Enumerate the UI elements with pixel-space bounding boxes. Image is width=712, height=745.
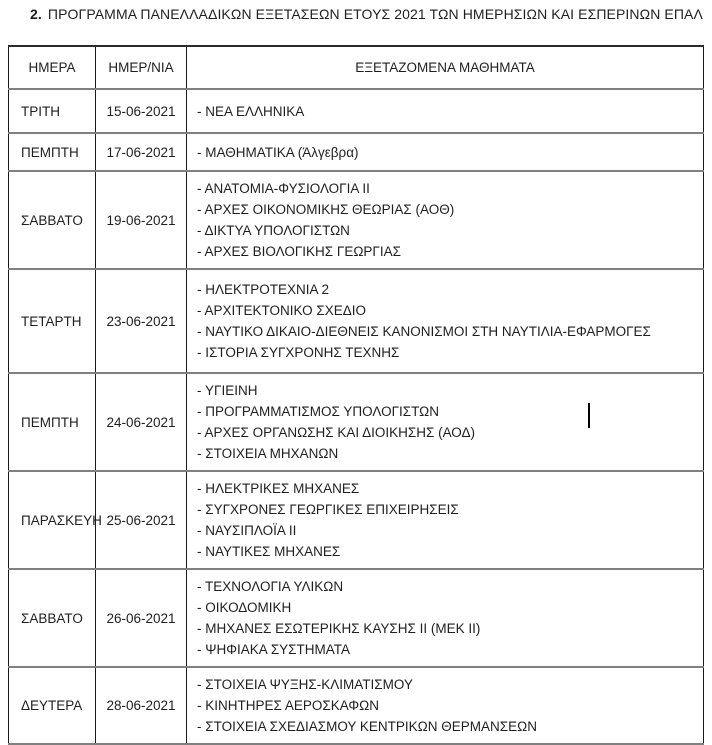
day-cell: ΠΑΡΑΣΚΕΥΗ (9, 471, 96, 569)
subject-line: - ΣΤΟΙΧΕΙΑ ΨΥΞΗΣ-ΚΛΙΜΑΤΙΣΜΟΥ (197, 677, 413, 692)
day-cell: ΠΕΜΠΤΗ (9, 373, 96, 471)
subject-line: - ΟΙΚΟΔΟΜΙΚΗ (197, 600, 292, 615)
page-title-number: 2. (30, 6, 42, 22)
subject-line: - ΣΥΓΧΡΟΝΕΣ ΓΕΩΡΓΙΚΕΣ ΕΠΙΧΕΙΡΗΣΕΙΣ (197, 502, 459, 517)
subject-line: - ΑΡΧΕΣ ΒΙΟΛΟΓΙΚΗΣ ΓΕΩΡΓΙΑΣ (197, 244, 401, 259)
table-row (9, 373, 704, 471)
column-header-subjects: ΕΞΕΤΑΖΟΜΕΝΑ ΜΑΘΗΜΑΤΑ (187, 46, 704, 89)
text-cursor (588, 403, 590, 428)
subject-line: - ΝΑΥΣΙΠΛΟΪΑ II (197, 523, 297, 538)
date-cell: 25-06-2021 (96, 471, 187, 569)
table-header-row (9, 46, 704, 89)
subject-line: - ΝΕΑ ΕΛΛΗΝΙΚΑ (197, 103, 305, 119)
subject-line: - ΗΛΕΚΤΡΟΤΕΧΝΙΑ 2 (197, 282, 330, 297)
subject-line: - ΝΑΥΤΙΚΕΣ ΜΗΧΑΝΕΣ (197, 544, 341, 559)
subjects-cell (187, 471, 704, 569)
table-row (9, 471, 704, 569)
subject-line: - ΑΝΑΤΟΜΙΑ-ΦΥΣΙΟΛΟΓΙΑ II (197, 181, 370, 196)
subjects-cell (187, 171, 704, 269)
subject-line: - ΜΗΧΑΝΕΣ ΕΣΩΤΕΡΙΚΗΣ ΚΑΥΣΗΣ II (ΜΕΚ II) (197, 621, 481, 636)
date-cell: 15-06-2021 (96, 89, 187, 133)
subject-line: - ΣΤΟΙΧΕΙΑ ΜΗΧΑΝΩΝ (197, 446, 339, 461)
table-row (9, 133, 704, 171)
date-cell: 17-06-2021 (96, 133, 187, 171)
subjects-cell (187, 269, 704, 373)
subject-line: - ΨΗΦΙΑΚΑ ΣΥΣΤΗΜΑΤΑ (197, 642, 351, 657)
subject-line: - ΥΓΙΕΙΝΗ (197, 383, 258, 398)
date-cell: 19-06-2021 (96, 171, 187, 269)
subjects-cell (187, 569, 704, 667)
subject-line: - ΑΡΧΕΣ ΟΙΚΟΝΟΜΙΚΗΣ ΘΕΩΡΙΑΣ (ΑΟΘ) (197, 202, 455, 217)
subject-line: - ΚΙΝΗΤΗΡΕΣ ΑΕΡΟΣΚΑΦΩΝ (197, 698, 379, 713)
day-cell: ΠΕΜΠΤΗ (9, 133, 96, 171)
subject-line: - ΑΡΧΙΤΕΚΤΟΝΙΚΟ ΣΧΕΔΙΟ (197, 303, 366, 318)
table-row (9, 89, 704, 133)
page-title-text: ΠΡΟΓΡΑΜΜΑ ΠΑΝΕΛΛΑΔΙΚΩΝ ΕΞΕΤΑΣΕΩΝ ΕΤΟΥΣ 2021 ΤΩΝ ΗΜΕΡΗΣΙΩΝ ΚΑΙ ΕΣΠΕΡΙΝΩΝ ΕΠΑΛ (47, 6, 703, 22)
subject-line: - ΝΑΥΤΙΚΟ ΔΙΚΑΙΟ-ΔΙΕΘΝΕΙΣ ΚΑΝΟΝΙΣΜΟΙ ΣΤΗ ΝΑΥΤΙΛΙΑ-ΕΦΑΡΜΟΓΕΣ (197, 324, 651, 339)
date-cell: 23-06-2021 (96, 269, 187, 373)
subject-line: - ΜΑΘΗΜΑΤΙΚΑ (Άλγεβρα) (197, 144, 359, 160)
table-row (9, 667, 704, 744)
date-cell: 28-06-2021 (96, 667, 187, 744)
page-title (30, 5, 703, 23)
column-header-date: ΗΜΕΡ/ΝΙΑ (96, 46, 187, 89)
date-cell: 26-06-2021 (96, 569, 187, 667)
subject-line: - ΙΣΤΟΡΙΑ ΣΥΓΧΡΟΝΗΣ ΤΕΧΝΗΣ (197, 345, 400, 360)
date-cell: 24-06-2021 (96, 373, 187, 471)
day-cell: ΔΕΥΤΕΡΑ (9, 667, 96, 744)
exam-schedule-table (8, 45, 704, 745)
subject-line: - ΔΙΚΤΥΑ ΥΠΟΛΟΓΙΣΤΩΝ (197, 223, 350, 238)
subject-line: - ΗΛΕΚΤΡΙΚΕΣ ΜΗΧΑΝΕΣ (197, 481, 360, 496)
subject-line: - ΠΡΟΓΡΑΜΜΑΤΙΣΜΟΣ ΥΠΟΛΟΓΙΣΤΩΝ (197, 404, 439, 419)
day-cell: ΤΡΙΤΗ (9, 89, 96, 133)
subject-line: - ΤΕΧΝΟΛΟΓΙΑ ΥΛΙΚΩΝ (197, 579, 344, 594)
table-row (9, 569, 704, 667)
subjects-cell (187, 133, 704, 171)
column-header-day: ΗΜΕΡΑ (9, 46, 96, 89)
day-cell: ΤΕΤΑΡΤΗ (9, 269, 96, 373)
subjects-cell (187, 89, 704, 133)
subjects-cell (187, 667, 704, 744)
subject-line: - ΑΡΧΕΣ ΟΡΓΑΝΩΣΗΣ ΚΑΙ ΔΙΟΙΚΗΣΗΣ (ΑΟΔ) (197, 425, 476, 440)
table-row (9, 171, 704, 269)
subject-line: - ΣΤΟΙΧΕΙΑ ΣΧΕΔΙΑΣΜΟΥ ΚΕΝΤΡΙΚΩΝ ΘΕΡΜΑΝΣΕΩΝ (197, 719, 537, 734)
day-cell: ΣΑΒΒΑΤΟ (9, 171, 96, 269)
subjects-cell (187, 373, 704, 471)
table-row (9, 269, 704, 373)
day-cell: ΣΑΒΒΑΤΟ (9, 569, 96, 667)
schedule-table-body (9, 89, 704, 744)
